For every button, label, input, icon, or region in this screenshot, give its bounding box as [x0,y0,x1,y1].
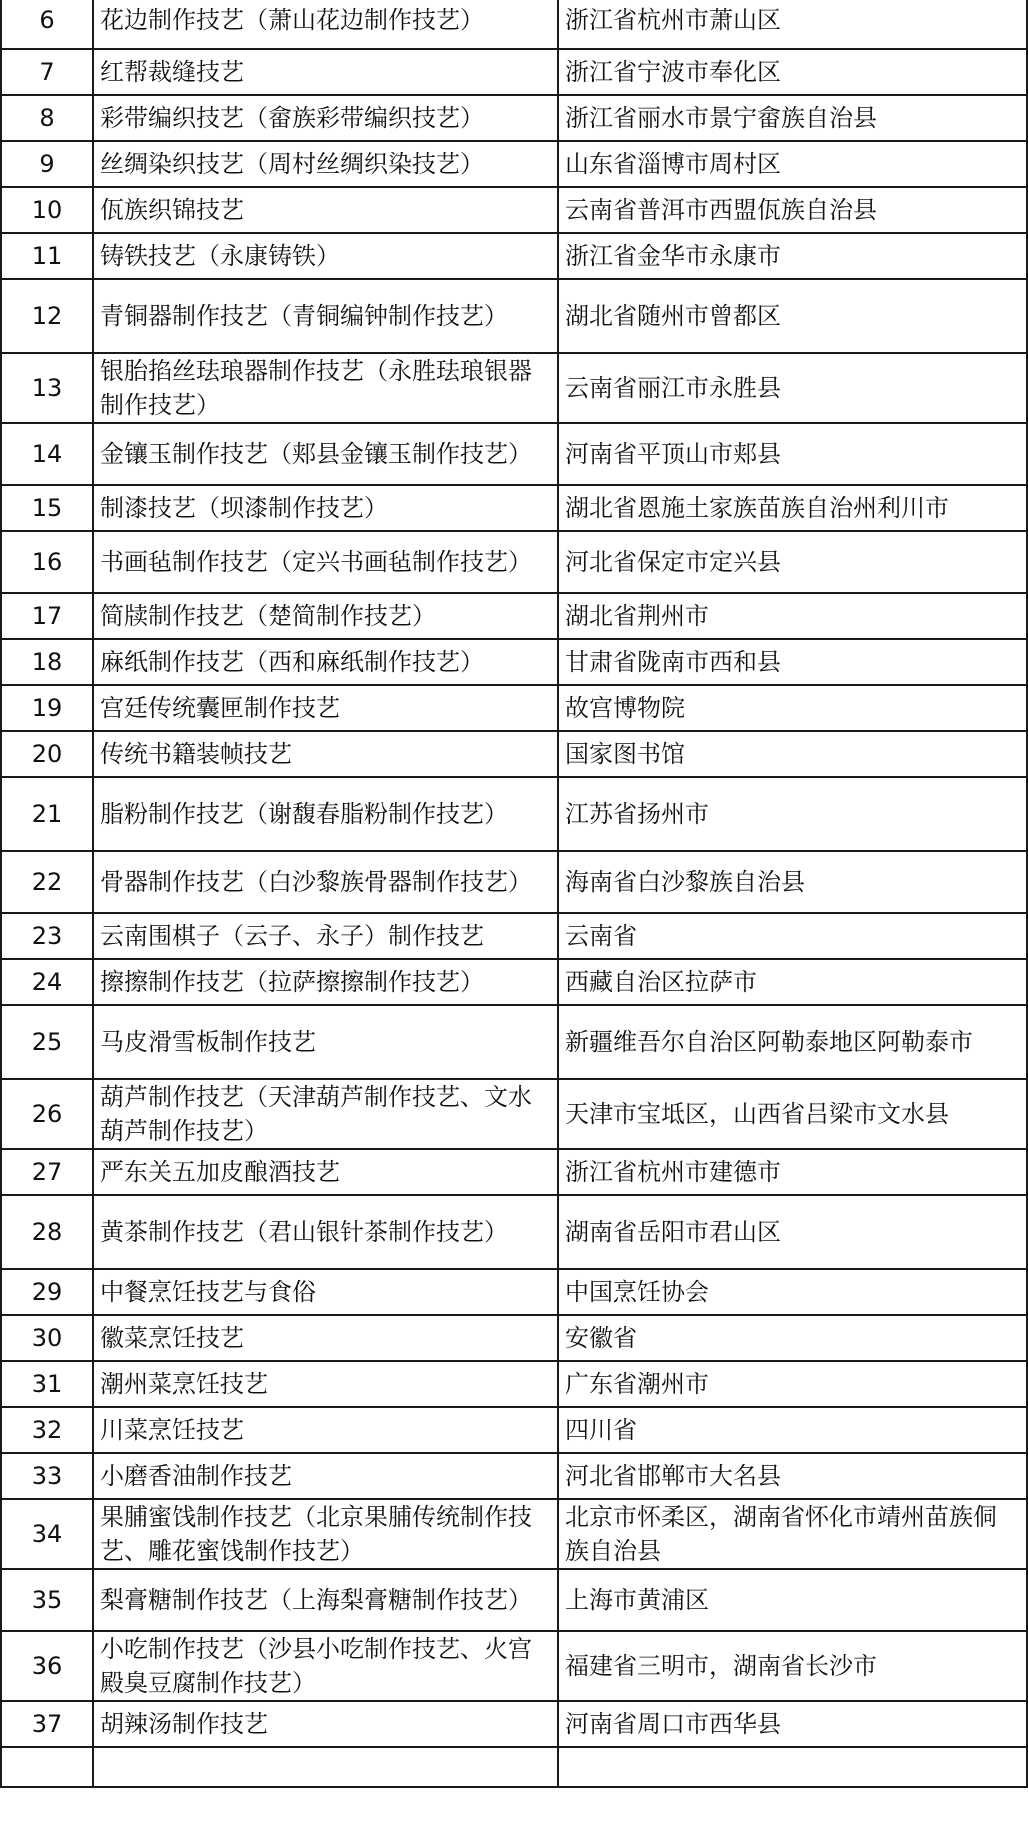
region-cell: 湖北省荆州市 [558,593,1027,639]
region-cell: 河南省平顶山市郏县 [558,423,1027,485]
region-cell: 海南省白沙黎族自治县 [558,851,1027,913]
region-cell: 广东省潮州市 [558,1361,1027,1407]
region-cell: 浙江省杭州市建德市 [558,1149,1027,1195]
region-cell: 新疆维吾尔自治区阿勒泰地区阿勒泰市 [558,1005,1027,1079]
craft-name-cell: 擦擦制作技艺（拉萨擦擦制作技艺） [93,959,558,1005]
craft-name-cell: 小磨香油制作技艺 [93,1453,558,1499]
table-row [1,1453,1027,1499]
row-number-cell: 28 [1,1195,93,1269]
row-number-cell: 34 [1,1499,93,1569]
table-row [1,1269,1027,1315]
region-cell: 山东省淄博市周村区 [558,141,1027,187]
table-row [1,685,1027,731]
craft-name-cell: 脂粉制作技艺（谢馥春脂粉制作技艺） [93,777,558,851]
row-number-cell: 12 [1,279,93,353]
table-row [1,1407,1027,1453]
row-number-cell: 11 [1,233,93,279]
row-number-cell: 19 [1,685,93,731]
region-cell: 云南省丽江市永胜县 [558,353,1027,423]
region-cell: 天津市宝坻区，山西省吕梁市文水县 [558,1079,1027,1149]
table-row [1,593,1027,639]
table-row [1,141,1027,187]
region-cell: 湖北省随州市曾都区 [558,279,1027,353]
region-cell: 故宫博物院 [558,685,1027,731]
table-row [1,959,1027,1005]
craft-name-cell: 川菜烹饪技艺 [93,1407,558,1453]
craft-name-cell: 潮州菜烹饪技艺 [93,1361,558,1407]
craft-name-cell: 中餐烹饪技艺与食俗 [93,1269,558,1315]
craft-name-cell [93,1747,558,1787]
craft-name-cell: 果脯蜜饯制作技艺（北京果脯传统制作技艺、雕花蜜饯制作技艺） [93,1499,558,1569]
table-row [1,1079,1027,1149]
craft-name-cell: 宫廷传统囊匣制作技艺 [93,685,558,731]
region-cell: 云南省 [558,913,1027,959]
row-number-cell: 24 [1,959,93,1005]
table-row [1,353,1027,423]
craft-name-cell: 骨器制作技艺（白沙黎族骨器制作技艺） [93,851,558,913]
craft-name-cell: 葫芦制作技艺（天津葫芦制作技艺、文水葫芦制作技艺） [93,1079,558,1149]
row-number-cell: 32 [1,1407,93,1453]
region-cell: 河北省邯郸市大名县 [558,1453,1027,1499]
craft-name-cell: 小吃制作技艺（沙县小吃制作技艺、火宫殿臭豆腐制作技艺） [93,1631,558,1701]
region-cell: 河北省保定市定兴县 [558,531,1027,593]
row-number-cell: 25 [1,1005,93,1079]
craft-name-cell: 书画毡制作技艺（定兴书画毡制作技艺） [93,531,558,593]
region-cell: 浙江省杭州市萧山区 [558,0,1027,49]
row-number-cell: 20 [1,731,93,777]
region-cell [558,1747,1027,1787]
craft-name-cell: 黄茶制作技艺（君山银针茶制作技艺） [93,1195,558,1269]
row-number-cell: 21 [1,777,93,851]
table-row [1,777,1027,851]
row-number-cell: 6 [1,0,93,49]
craft-name-cell: 麻纸制作技艺（西和麻纸制作技艺） [93,639,558,685]
table-row [1,233,1027,279]
craft-name-cell: 红帮裁缝技艺 [93,49,558,95]
table-row [1,851,1027,913]
table-row [1,1149,1027,1195]
table-row [1,1631,1027,1701]
row-number-cell: 9 [1,141,93,187]
table-row [1,279,1027,353]
craft-name-cell: 银胎掐丝珐琅器制作技艺（永胜珐琅银器制作技艺） [93,353,558,423]
region-cell: 西藏自治区拉萨市 [558,959,1027,1005]
region-cell: 上海市黄浦区 [558,1569,1027,1631]
row-number-cell: 14 [1,423,93,485]
row-number-cell: 29 [1,1269,93,1315]
craft-name-cell: 佤族织锦技艺 [93,187,558,233]
row-number-cell: 36 [1,1631,93,1701]
row-number-cell: 10 [1,187,93,233]
table-row [1,1361,1027,1407]
craft-name-cell: 青铜器制作技艺（青铜编钟制作技艺） [93,279,558,353]
craft-name-cell: 严东关五加皮酿酒技艺 [93,1149,558,1195]
region-cell: 浙江省丽水市景宁畲族自治县 [558,95,1027,141]
region-cell: 北京市怀柔区，湖南省怀化市靖州苗族侗族自治县 [558,1499,1027,1569]
row-number-cell: 27 [1,1149,93,1195]
table-row [1,1499,1027,1569]
row-number-cell: 16 [1,531,93,593]
row-number-cell: 26 [1,1079,93,1149]
craft-name-cell: 彩带编织技艺（畲族彩带编织技艺） [93,95,558,141]
table-row [1,639,1027,685]
table-row [1,49,1027,95]
region-cell: 甘肃省陇南市西和县 [558,639,1027,685]
table-row [1,1195,1027,1269]
row-number-cell: 33 [1,1453,93,1499]
region-cell: 中国烹饪协会 [558,1269,1027,1315]
region-cell: 湖北省恩施土家族苗族自治州利川市 [558,485,1027,531]
craft-name-cell: 金镶玉制作技艺（郏县金镶玉制作技艺） [93,423,558,485]
region-cell: 浙江省金华市永康市 [558,233,1027,279]
table-row [1,1701,1027,1747]
craft-name-cell: 梨膏糖制作技艺（上海梨膏糖制作技艺） [93,1569,558,1631]
region-cell: 国家图书馆 [558,731,1027,777]
table-body [1,0,1027,1787]
table-row [1,423,1027,485]
table-row [1,913,1027,959]
region-cell: 河南省周口市西华县 [558,1701,1027,1747]
region-cell: 福建省三明市，湖南省长沙市 [558,1631,1027,1701]
table-row [1,1569,1027,1631]
region-cell: 安徽省 [558,1315,1027,1361]
table-row [1,0,1027,49]
row-number-cell: 35 [1,1569,93,1631]
craft-name-cell: 丝绸染织技艺（周村丝绸织染技艺） [93,141,558,187]
craft-name-cell: 马皮滑雪板制作技艺 [93,1005,558,1079]
region-cell: 湖南省岳阳市君山区 [558,1195,1027,1269]
row-number-cell: 17 [1,593,93,639]
row-number-cell: 18 [1,639,93,685]
row-number-cell: 7 [1,49,93,95]
table-row [1,1005,1027,1079]
table-row [1,1315,1027,1361]
craft-name-cell: 铸铁技艺（永康铸铁） [93,233,558,279]
craft-name-cell: 制漆技艺（坝漆制作技艺） [93,485,558,531]
table-row [1,531,1027,593]
row-number-cell [1,1747,93,1787]
table-row [1,731,1027,777]
craft-name-cell: 徽菜烹饪技艺 [93,1315,558,1361]
table-row [1,187,1027,233]
craft-name-cell: 传统书籍装帧技艺 [93,731,558,777]
table-row [1,95,1027,141]
table-row [1,1747,1027,1787]
region-cell: 江苏省扬州市 [558,777,1027,851]
row-number-cell: 13 [1,353,93,423]
row-number-cell: 30 [1,1315,93,1361]
craft-name-cell: 云南围棋子（云子、永子）制作技艺 [93,913,558,959]
region-cell: 云南省普洱市西盟佤族自治县 [558,187,1027,233]
craft-name-cell: 简牍制作技艺（楚简制作技艺） [93,593,558,639]
row-number-cell: 23 [1,913,93,959]
row-number-cell: 8 [1,95,93,141]
table-row [1,485,1027,531]
craft-name-cell: 胡辣汤制作技艺 [93,1701,558,1747]
row-number-cell: 31 [1,1361,93,1407]
row-number-cell: 22 [1,851,93,913]
row-number-cell: 37 [1,1701,93,1747]
row-number-cell: 15 [1,485,93,531]
region-cell: 浙江省宁波市奉化区 [558,49,1027,95]
region-cell: 四川省 [558,1407,1027,1453]
craft-name-cell: 花边制作技艺（萧山花边制作技艺） [93,0,558,49]
